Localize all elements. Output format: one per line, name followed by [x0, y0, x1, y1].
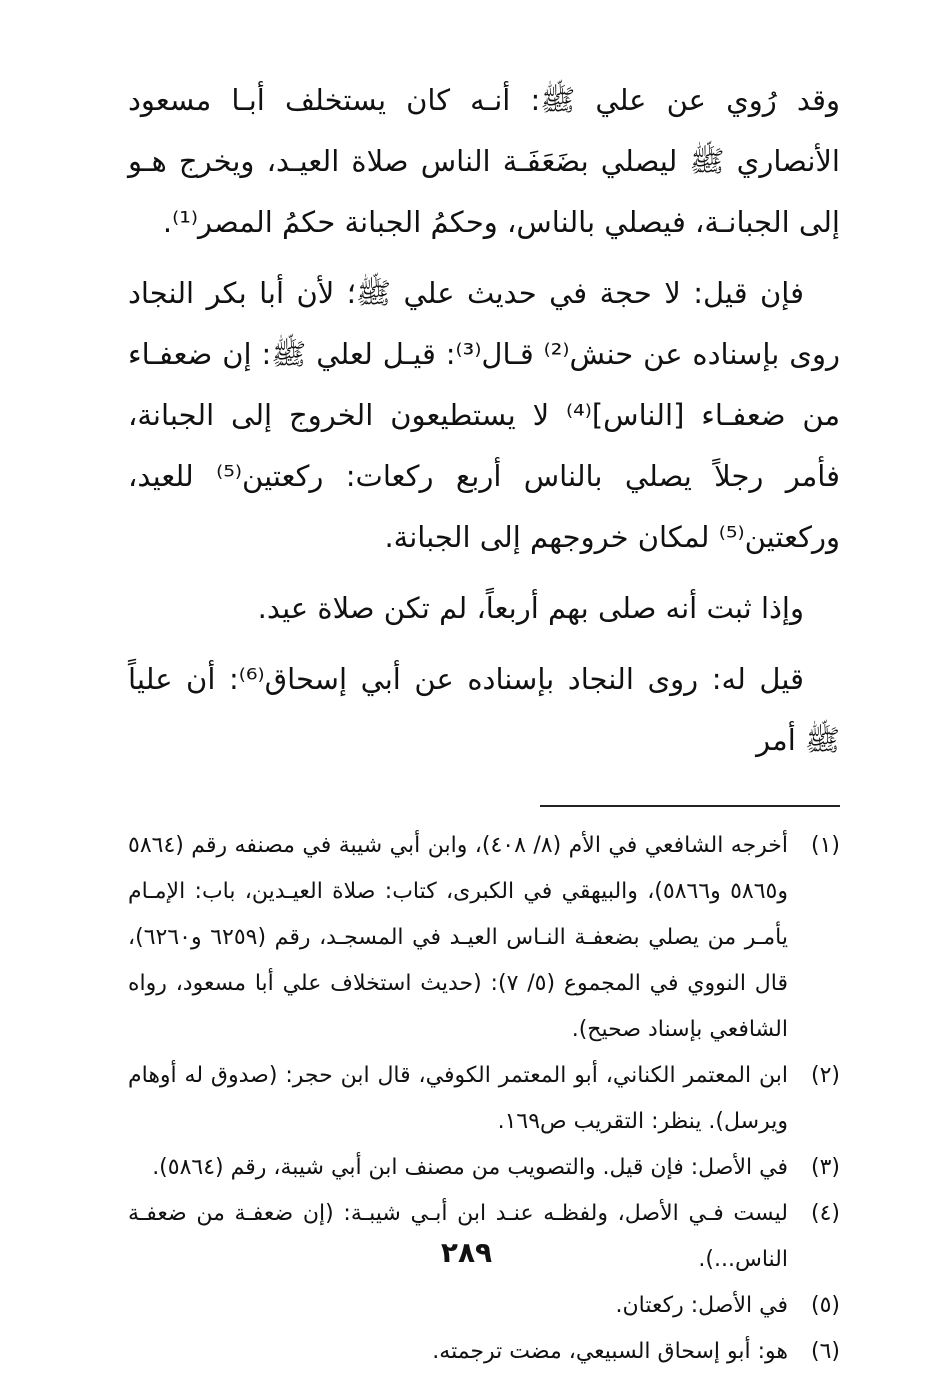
footnote-number: (٣) [810, 1155, 840, 1180]
footnote-text: في الأصل: فإن قيل. والتصويب من مصنف ابن أبي شيبة، رقم (٥٨٦٤). [152, 1155, 788, 1180]
footnote-divider [540, 805, 840, 807]
footnote-number: (٤) [810, 1201, 840, 1226]
footnote-text: أخرجه الشافعي في الأم (٨/ ٤٠٨)، وابن أبي شيبة في مصنفه رقم (٥٨٦٤ و٥٨٦٥ و٥٨٦٦)، والبيهقي في الكبرى، كتاب: صلاة العيـدين، باب: الإمـام يأمـر من يصلي بضعفـة النـاس العيـد في المسجـد، رقم (٦٢٥٩ و٦٢٦٠)، قال النووي في المجموع (٥/ ٧): (حديث استخلاف علي أبا مسعود، رواه الشافعي بإسناد صحيح). [128, 833, 789, 1042]
footnote-text: ابن المعتمر الكناني، أبو المعتمر الكوفي، قال ابن حجر: (صدوق له أوهام ويرسل). ينظر: التقريب ص١٦٩. [128, 1063, 788, 1134]
footnote-6 [128, 1329, 840, 1375]
book-page [128, 70, 840, 1375]
paragraph-2: فإن قيل: لا حجة في حديث علي ﷺ؛ لأن أبا بكر النجاد روى بإسناده عن حنش⁽²⁾ قـال⁽³⁾: قيـل لعلي ﷺ: إن ضعفـاء من ضعفـاء [الناس]⁽⁴⁾ لا يستطيعون الخروج إلى الجبانة، فأمر رجلاً يصلي بالناس أربع ركعات: ركعتين⁽⁵⁾ للعيد، وركعتين⁽⁵⁾ لمكان خروجهم إلى الجبانة. [128, 276, 840, 554]
footnote-1 [128, 823, 840, 1053]
footnote-5 [128, 1283, 840, 1329]
footnote-number: (٥) [810, 1293, 840, 1318]
footnote-number: (٢) [810, 1063, 840, 1088]
page-number: ٢٨٩ [440, 1236, 493, 1269]
paragraph-1: وقد رُوي عن علي ﷺ: أنـه كان يستخلف أبـا مسعود الأنصاري ﷺ ليصلي بضَعَفَـة الناس صلاة العيـد، ويخرج هـو إلى الجبانـة، فيصلي بالناس، وحكمُ الجبانة حكمُ المصر⁽¹⁾. [128, 83, 840, 239]
footnotes [128, 823, 840, 1375]
footnote-number: (١) [810, 833, 840, 858]
main-text [128, 70, 840, 771]
paragraph-3: وإذا ثبت أنه صلى بهم أربعاً، لم تكن صلاة عيد. [257, 591, 804, 625]
footnote-2 [128, 1053, 840, 1145]
footnote-3 [128, 1145, 840, 1191]
footnote-text: في الأصل: ركعتان. [615, 1293, 788, 1318]
footnote-text: ليست فـي الأصل، ولفظـه عنـد ابن أبـي شيبـة: (إن ضعفـة من ضعفـة الناس...). [128, 1201, 788, 1272]
footnote-number: (٦) [810, 1339, 840, 1364]
paragraph-4: قيل له: روى النجاد بإسناده عن أبي إسحاق⁽⁶⁾: أن علياً ﷺ أمر [128, 662, 840, 757]
footnote-text: هو: أبو إسحاق السبيعي، مضت ترجمته. [432, 1339, 788, 1364]
